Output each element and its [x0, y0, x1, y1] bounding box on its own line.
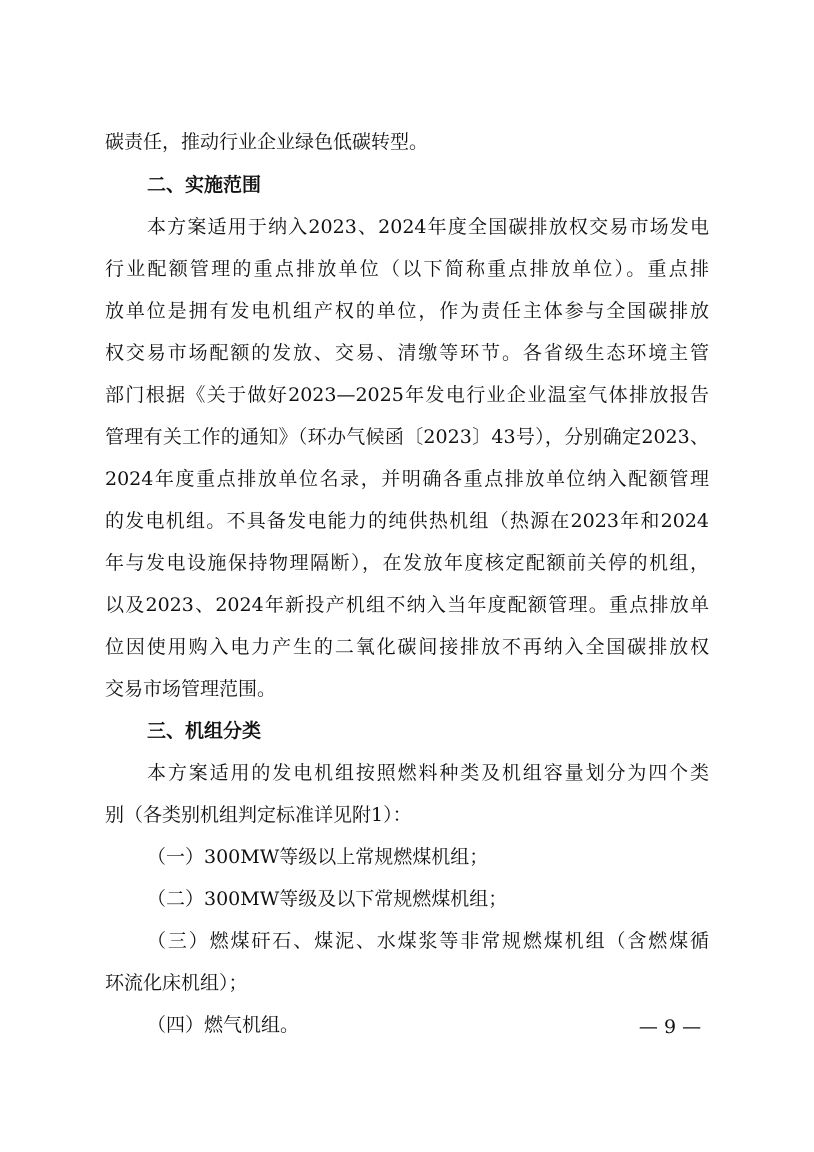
body-text-line: 放单位是拥有发电机组产权的单位，作为责任主体参与全国碳排放: [105, 300, 709, 322]
body-text-line: 管理有关工作的通知》（环办气候函〔2023〕43号），分别确定2023、: [105, 426, 709, 448]
body-text-line: 以及2023、2024年新投产机组不纳入当年度配额管理。重点排放单: [105, 594, 709, 616]
list-item-continuation: 环流化床机组）；: [105, 972, 248, 994]
body-text-line: 行业配额管理的重点排放单位（以下简称重点排放单位）。重点排: [105, 258, 709, 280]
body-text-line: 2024年度重点排放单位名录，并明确各重点排放单位纳入配额管理: [105, 468, 709, 490]
body-text-line: 年与发电设施保持物理隔断），在发放年度核定配额前关停的机组，: [105, 552, 709, 574]
body-text-line: 本方案适用于纳入2023、2024年度全国碳排放权交易市场发电: [147, 216, 709, 238]
body-text-line: 位因使用购入电力产生的二氧化碳间接排放不再纳入全国碳排放权: [105, 636, 709, 658]
section-heading: 二、实施范围: [147, 174, 262, 196]
body-text-line: 的发电机组。不具备发电能力的纯供热机组（热源在2023年和2024: [105, 510, 709, 532]
body-text-line: 碳责任，推动行业企业绿色低碳转型。: [105, 131, 429, 153]
list-item: （三）燃煤矸石、煤泥、水煤浆等非常规燃煤机组（含燃煤循: [147, 930, 709, 952]
body-text-line: 交易市场管理范围。: [105, 678, 277, 700]
body-text-line: 别（各类别机组判定标准详见附1）：: [105, 804, 412, 826]
page-number: — 9 —: [638, 1016, 702, 1038]
body-text-line: 权交易市场配额的发放、交易、清缴等环节。各省级生态环境主管: [105, 342, 709, 364]
list-item: （一）300MW等级以上常规燃煤机组；: [147, 846, 489, 868]
section-heading: 三、机组分类: [147, 720, 262, 742]
body-text-line: 本方案适用的发电机组按照燃料种类及机组容量划分为四个类: [147, 762, 709, 784]
body-text-line: 部门根据《关于做好2023—2025年发电行业企业温室气体排放报告: [105, 384, 709, 406]
list-item: （二）300MW等级及以下常规燃煤机组；: [147, 888, 508, 910]
list-item: （四）燃气机组。: [147, 1014, 300, 1036]
